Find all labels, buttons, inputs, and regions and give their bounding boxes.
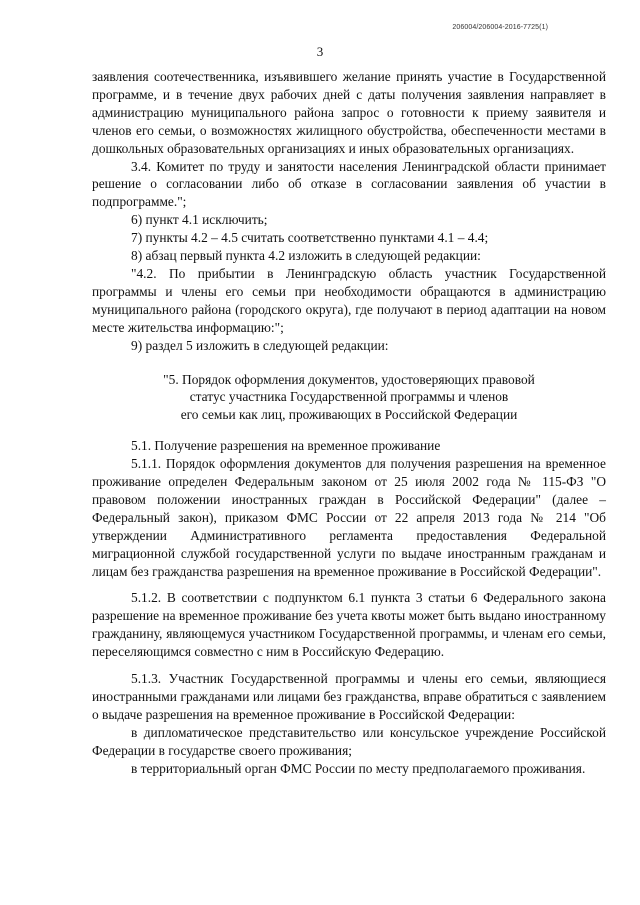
section-title-line: его семьи как лиц, проживающих в Российской Федерации bbox=[180, 407, 518, 423]
section-title-line: "5. Порядок оформления документов, удостоверяющих правовой bbox=[163, 371, 535, 387]
paragraph-5-1: 5.1. Получение разрешения на временное проживание bbox=[131, 438, 441, 454]
paragraph-5-1-2: 5.1.2. В соответствии с подпунктом 6.1 пункта 3 статьи 6 Федерального закона разрешение на временное проживание без учета квоты может быть выдано иностранному гражданину, являющемуся участником Государственной программы, и членам его семьи, переселяющимся совместно с ним в Российскую Федерацию. bbox=[92, 590, 606, 660]
document-id: 206004/206004-2016-7725(1) bbox=[452, 24, 548, 31]
section-title-line: статус участника Государственной программы и членов bbox=[189, 389, 509, 405]
section-5-title bbox=[92, 371, 606, 425]
paragraph-item-9: 9) раздел 5 изложить в следующей редакции: bbox=[131, 337, 389, 353]
paragraph-item-7: 7) пункты 4.2 – 4.5 считать соответственно пунктами 4.1 – 4.4; bbox=[131, 230, 489, 246]
paragraph-option-territorial: в территориальный орган ФМС России по месту предполагаемого проживания. bbox=[131, 760, 586, 776]
paragraph-5-1-1: 5.1.1. Порядок оформления документов для получения разрешения на временное проживание определен Федеральным законом от 25 июля 2002 года № 115-ФЗ "О правовом положении иностранных граждан в Российской Федерации" (далее – Федеральный закон), приказом ФМС России от 22 апреля 2013 года № 214 "Об утверждении Административного регламента предоставления Федеральной миграционной службой государственной услуги по выдаче иностранным гражданам и лицам без гражданства разрешения на временное проживание в Российской Федерации". bbox=[92, 456, 606, 579]
page-number: 3 bbox=[316, 44, 324, 59]
paragraph-continuation: заявления соотечественника, изъявившего желание принять участие в Государственной программе, и в течение двух рабочих дней с даты получения заявления направляет в администрацию муниципального района запрос о готовности к приему заявителя и членов его семьи, о возможностях жилищного обустройства, обеспеченности местами в дошкольных образовательных организациях и иных образовательных организациях. bbox=[92, 69, 606, 156]
paragraph-option-diplomatic: в дипломатическое представительство или консульское учреждение Российской Федерации в государстве своего проживания; bbox=[92, 724, 606, 758]
paragraph-3-4: 3.4. Комитет по труду и занятости населения Ленинградской области принимает решение о согласовании либо об отказе в согласовании заявления об участии в подпрограмме."; bbox=[92, 158, 606, 210]
paragraph-item-8: 8) абзац первый пункта 4.2 изложить в следующей редакции: bbox=[131, 248, 481, 264]
paragraph-item-6: 6) пункт 4.1 исключить; bbox=[131, 212, 268, 228]
paragraph-4-2: "4.2. По прибытии в Ленинградскую область участник Государственной программы и члены его семьи при необходимости обращаются в администрацию муниципального района (городского округа), где получают в период адаптации на новом месте жительства информацию:"; bbox=[92, 265, 606, 335]
document-body bbox=[92, 68, 606, 778]
paragraph-5-1-3: 5.1.3. Участник Государственной программы и члены его семьи, являющиеся иностранными гражданами или лицами без гражданства, вправе обратиться с заявлением о выдаче разрешения на временное проживание в Российской Федерации: bbox=[92, 671, 606, 722]
